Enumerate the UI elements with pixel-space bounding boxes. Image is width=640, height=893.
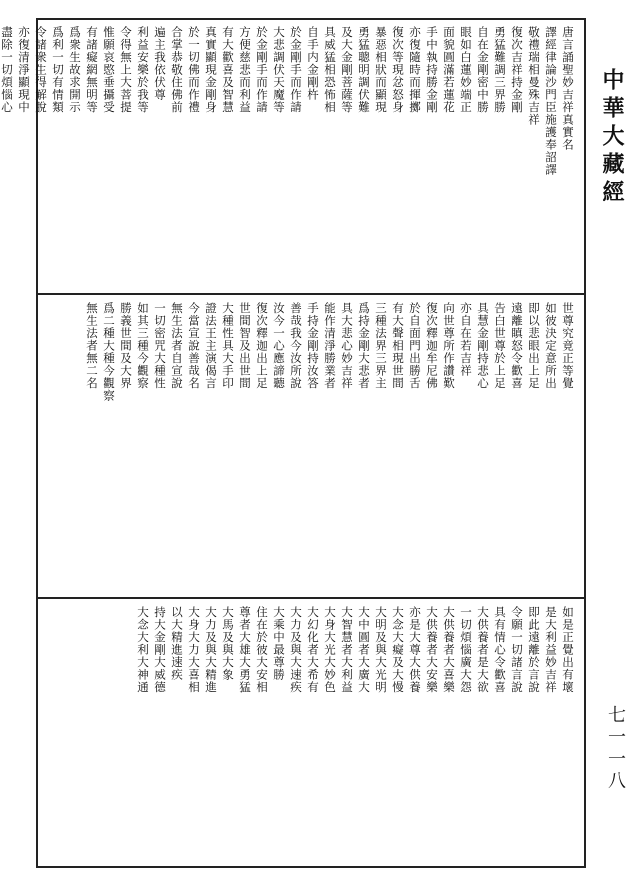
text-column: 如彼決定意所出 (544, 302, 558, 390)
text-column: 大馬及與大象 (221, 606, 235, 681)
text-column: 尊者大雄大勇猛 (238, 606, 252, 694)
text-column: 爲二種大種今觀察 (102, 302, 116, 402)
text-column: 於金剛手而作請 (255, 26, 269, 114)
text-column: 於一切佛而作禮 (187, 26, 201, 114)
text-column: 方便慈悲而利益 (238, 26, 252, 114)
text-column: 大智慧者大利益 (340, 606, 354, 694)
text-column: 面貌圓滿若蓮花 (442, 26, 456, 114)
text-column: 即此遠離於言說 (527, 606, 541, 694)
text-column: 一切密咒大種性 (153, 302, 167, 390)
text-column: 令得無上大菩提 (119, 26, 133, 114)
side-title: 中華大藏經 (599, 68, 625, 208)
text-column: 如其三種今觀察 (136, 302, 150, 390)
text-column: 眼如白蓮妙端正 (459, 26, 473, 114)
text-column: 於自面門出勝舌 (408, 302, 422, 390)
text-column: 告白世尊於上足 (493, 302, 507, 390)
text-column: 三種法界三界主 (374, 302, 388, 390)
text-column: 善哉我今汝所說 (289, 302, 303, 390)
text-column: 爲衆生故求開示 (68, 26, 82, 114)
text-column: 唐言誦聖妙吉祥真實名 (561, 26, 575, 151)
text-column: 盡除一切煩惱心 (0, 26, 14, 114)
text-column: 具威猛相恐怖相 (323, 26, 337, 114)
text-column: 及大金剛菩薩等 (340, 26, 354, 114)
text-column: 世間智及出世間 (238, 302, 252, 390)
text-column: 勇猛難調三界勝 (493, 26, 507, 114)
text-column: 遠離瞋怒令歡喜 (510, 302, 524, 390)
text-column: 無生法者自宣說 (170, 302, 184, 390)
text-column: 持大金剛大威德 (153, 606, 167, 694)
text-column: 亦復清淨顯現中 (17, 26, 31, 114)
text-column: 亦復隨時而揮擲 (408, 26, 422, 114)
text-column: 無生法者無二名 (85, 302, 99, 390)
text-column: 復次釋迦出上足 (255, 302, 269, 390)
text-panel-top (0, 26, 576, 286)
text-column: 遍主我依伏尊 (153, 26, 167, 101)
text-column: 惟願哀愍垂攝受 (102, 26, 116, 114)
text-column: 大乘中最尊勝 (272, 606, 286, 681)
text-column: 大供養者是大欲 (476, 606, 490, 694)
text-column: 有大歡喜及智慧 (221, 26, 235, 114)
text-column: 令願一切諸言說 (510, 606, 524, 694)
text-column: 復次釋迦牟尼佛 (425, 302, 439, 390)
text-column: 譯經律論沙門臣施護奉詔譯 (544, 26, 558, 176)
text-column: 亦是大尊大供養 (408, 606, 422, 694)
text-column: 利益安樂於我等 (136, 26, 150, 114)
text-column: 具大悲心妙吉祥 (340, 302, 354, 390)
text-column: 世尊究竟正等覺 (561, 302, 575, 390)
page-number: 七一一八 (605, 705, 626, 793)
text-panel-middle (46, 302, 576, 590)
text-panel-bottom (46, 606, 576, 861)
text-column: 大念大利大神通 (136, 606, 150, 694)
text-column: 有大聲相現世間 (391, 302, 405, 390)
text-column: 一切煩惱廣大怨 (459, 606, 473, 694)
text-column: 大力及與大精進 (204, 606, 218, 694)
text-column: 大種性具大手印 (221, 302, 235, 390)
text-column: 大供養者大安樂 (425, 606, 439, 694)
text-column: 向世尊所作讚歎 (442, 302, 456, 390)
text-column: 敬禮瑞相曼殊吉祥 (527, 26, 541, 126)
text-column: 自在金剛密中勝 (476, 26, 490, 114)
text-column: 具慧金剛持悲心 (476, 302, 490, 390)
text-column: 自手内金剛杵 (306, 26, 320, 101)
text-column: 今當宣說善哉名 (187, 302, 201, 390)
text-column: 手中執持勝金剛 (425, 26, 439, 114)
text-column: 有諸癡網無明等 (85, 26, 99, 114)
text-column: 大中圓者大廣大 (357, 606, 371, 694)
text-column: 勝義世間及大界 (119, 302, 133, 390)
text-column: 真實顯現金剛身 (204, 26, 218, 114)
text-column: 於金剛手而作請 (289, 26, 303, 114)
text-column: 大身大力大喜相 (187, 606, 201, 694)
text-column: 復次等現忿怒身 (391, 26, 405, 114)
text-column: 大幻化者大希有 (306, 606, 320, 694)
text-column: 以大精進速疾 (170, 606, 184, 681)
panel-divider-top (36, 293, 586, 295)
text-column: 爲利一切有情類 (51, 26, 65, 114)
text-column: 汝今一心應諦聽 (272, 302, 286, 390)
text-column: 爲持金剛大悲者 (357, 302, 371, 390)
text-column: 如是正覺出有壞 (561, 606, 575, 694)
panel-divider-bottom (36, 597, 586, 599)
text-column: 手持金剛持汝答 (306, 302, 320, 390)
text-column: 大供養者大喜樂 (442, 606, 456, 694)
text-column: 大力及與大速疾 (289, 606, 303, 694)
text-column: 勇猛聰明調伏難 (357, 26, 371, 114)
text-column: 令諸衆生得解脫 (34, 26, 48, 114)
text-column: 是大利益妙吉祥 (544, 606, 558, 694)
text-column: 暴惡相狀而顯現 (374, 26, 388, 114)
text-column: 大明及與大光明 (374, 606, 388, 694)
text-column: 亦自在若吉祥 (459, 302, 473, 377)
text-column: 大悲調伏天魔等 (272, 26, 286, 114)
text-column: 能作清淨勝業者 (323, 302, 337, 390)
text-column: 證法王主演偈言 (204, 302, 218, 390)
text-column: 大念大癡及大慢 (391, 606, 405, 694)
text-column: 即以悲眼出上足 (527, 302, 541, 390)
text-column: 復次吉祥持金剛 (510, 26, 524, 114)
text-column: 合掌恭敬住佛前 (170, 26, 184, 114)
text-column: 住在於彼大安相 (255, 606, 269, 694)
text-column: 具有情心令歡喜 (493, 606, 507, 694)
text-column: 大身大光大妙色 (323, 606, 337, 694)
